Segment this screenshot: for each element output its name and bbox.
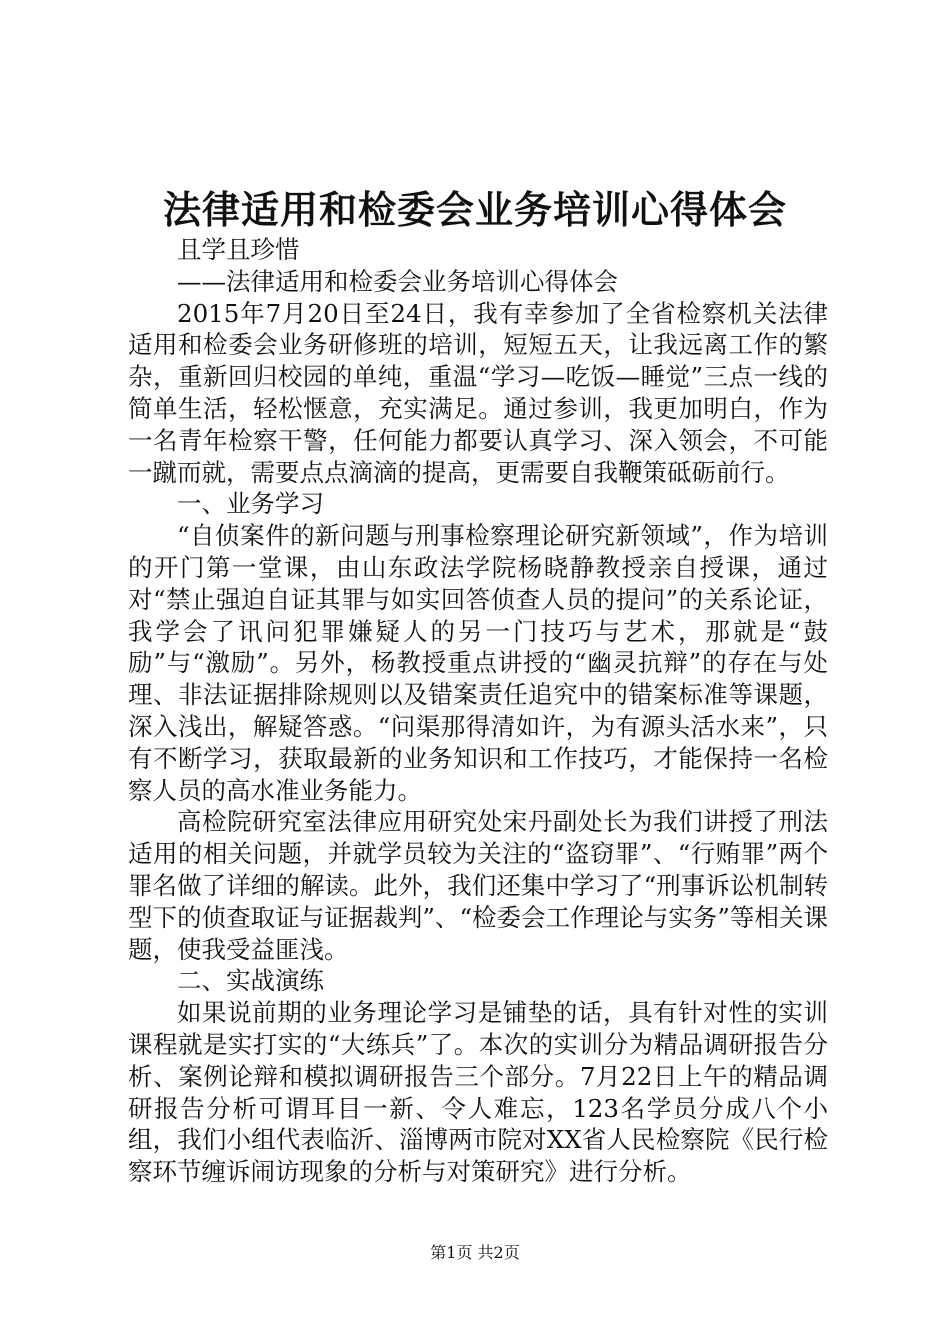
subtitle-dash-line: ——法律适用和检委会业务培训心得体会	[177, 266, 618, 296]
body-paragraph: 2015年7月20日至24日，我有幸参加了全省检察机关法律适用和检委会业务研修班的培训，短短五天，让我远离工作的繁杂，重新回归校园的单纯，重温“学习—吃饭—睡觉”三点一线的简单生活，轻松惬意，充实满足。通过参训，我更加明白，作为一名青年检察干警，任何能力都要认真学习、深入领会，不可能一蹴而就，需要点点滴滴的提高，更需要自我鞭策砥砺前行。	[128, 298, 828, 487]
body-paragraph: “自侦案件的新问题与刑事检察理论研究新领域”，作为培训的开门第一堂课，由山东政法学院杨晓静教授亲自授课，通过对“禁止强迫自证其罪与如实回答侦查人员的提问”的关系论证，我学会了讯问犯罪嫌疑人的另一门技巧与艺术，那就是“鼓励”与“激励”。另外，杨教授重点讲授的“幽灵抗辩”的存在与处理、非法证据排除规则以及错案责任追究中的错案标准等课题，深入浅出，解疑答惑。“问渠那得清如许，为有源头活水来”，只有不断学习，获取最新的业务知识和工作技巧，才能保持一名检察人员的高水准业务能力。	[128, 521, 828, 805]
subtitle-line: 且学且珍惜	[177, 235, 300, 264]
body-paragraph: 高检院研究室法律应用研究处宋丹副处长为我们讲授了刑法适用的相关问题，并就学员较为关注的“盗窃罪”、“行贿罪”两个罪名做了详细的解读。此外，我们还集中学习了“刑事诉讼机制转型下的侦查取证与证据裁判”、“检委会工作理论与实务”等相关课题，使我受益匪浅。	[128, 807, 828, 964]
document-body	[128, 234, 828, 1188]
page-number-footer: 第1页 共2页	[430, 1243, 520, 1262]
body-paragraph: 如果说前期的业务理论学习是铺垫的话，具有针对性的实训课程就是实打实的“大练兵”了。本次的实训分为精品调研报告分析、案例论辩和模拟调研报告三个部分。7月22日上午的精品调研报告分析可谓耳目一新、令人难忘，123名学员分成八个小组，我们小组代表临沂、淄博两市院对XX省人民检察院《民行检察环节缠诉闹访现象的分析与对策研究》进行分析。	[128, 998, 828, 1187]
section-heading: 二、实战演练	[177, 966, 324, 996]
section-heading: 一、业务学习	[177, 489, 324, 519]
document-title: 法律适用和检委会业务培训心得体会	[162, 187, 787, 232]
